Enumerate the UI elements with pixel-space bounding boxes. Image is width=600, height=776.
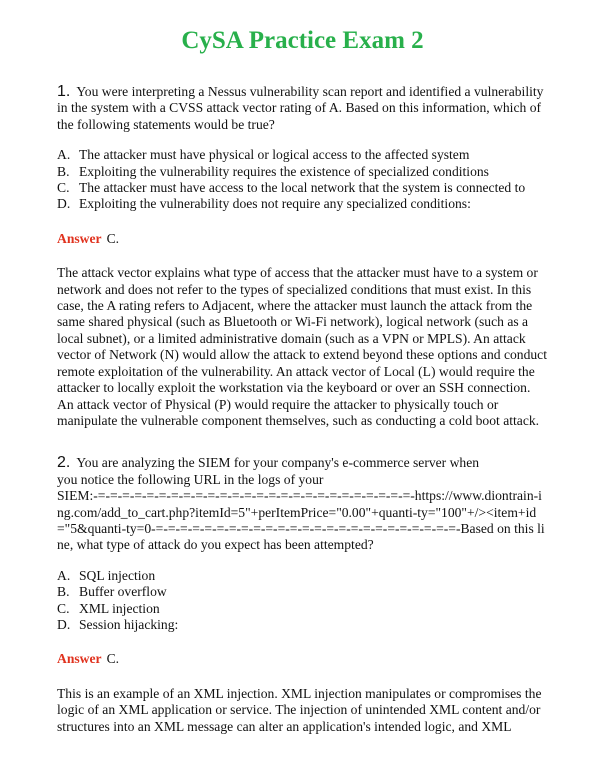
option-letter: A. xyxy=(57,567,71,583)
question-number: 1. xyxy=(57,83,71,100)
option-text: The attacker must have access to the local network that the system is connected to xyxy=(79,180,526,196)
option-text: Exploiting the vulnerability does not require any specialized conditions: xyxy=(79,196,471,212)
option-letter: D. xyxy=(57,196,71,212)
question-number: 2. xyxy=(57,454,71,472)
question-body: You were interpreting a Nessus vulnerability scan report and identified a vulnerability in the system with a CVSS attack vector rating of A. Based on this information, which of the following statements would be true? xyxy=(57,84,544,132)
option-letter: A. xyxy=(57,147,71,163)
option-d xyxy=(57,617,548,633)
option-letter: C. xyxy=(57,600,70,616)
option-a xyxy=(57,568,548,584)
question-1-explanation: The attack vector explains what type of access that the attacker must have to a system or network and does not refer to the types of specialized conditions that must exist. In this case, the A rating refers to Adjacent, where the attacker must launch the attack from the same shared physical (such as Bluetooth or Wi-Fi network), logical network (such as a local subnet), or a limited administrative domain (such as a VPN or MPLS). An attack vector of Network (N) would allow the attack to extend beyond these options and conduct remote exploitation of the vulnerability. An attack vector of Local (L) would require the attacker to locally exploit the workstation via the keyboard or over an SSH connection. An attack vector of Physical (P) would require the attacker to physically touch or manipulate the vulnerable component themselves, such as conducting a cold boot attack. xyxy=(57,265,547,428)
question-1 xyxy=(57,84,548,429)
question-body-line-2: you notice the following URL in the logs of your xyxy=(57,471,324,487)
option-d xyxy=(57,196,548,212)
question-2-text xyxy=(57,455,548,553)
page-title: CySA Practice Exam 2 xyxy=(181,27,424,54)
answer-value: C. xyxy=(106,651,120,667)
option-a xyxy=(57,147,548,163)
question-1-text xyxy=(57,84,548,133)
answer-label: Answer xyxy=(57,230,102,246)
question-body-line-1: You are analyzing the SIEM for your company's e-commerce server when xyxy=(76,455,480,471)
option-c xyxy=(57,601,548,617)
option-letter: D. xyxy=(57,616,71,632)
question-body-log-line: SIEM:-=-=-=-=-=-=-=-=-=-=-=-=-=-=-=-=-=-=-=-=-=-=-=-=-=-=-https://www.diontrain-ing.com/add_to_cart.php?itemId=5"+perItemPrice="0.00"+quanti-ty="100"+/><item+id="5&quanti-ty=0-=-=-=-=-=-=-=-=-=-=-=-=-=-=-=-=-=-=-=-=-=-=-=-=-=-Based on this line, what type of attack do you expect has been attempted? xyxy=(57,488,545,553)
question-1-options xyxy=(57,147,548,213)
question-2-answer xyxy=(57,651,548,667)
question-2-explanation: This is an example of an XML injection. XML injection manipulates or compromises the logic of an XML application or service. The injection of unintended XML content and/or structures into an XML message can alter an application's intended logic, and XML xyxy=(57,685,542,734)
option-text: SQL injection xyxy=(79,567,156,583)
option-letter: B. xyxy=(57,584,70,600)
option-text: Exploiting the vulnerability requires the existence of specialized conditions xyxy=(79,163,489,179)
option-text: Buffer overflow xyxy=(79,584,167,600)
option-c xyxy=(57,180,548,196)
answer-label: Answer xyxy=(57,651,102,667)
option-b xyxy=(57,164,548,180)
question-2-options xyxy=(57,568,548,634)
option-text: XML injection xyxy=(79,600,160,616)
question-2 xyxy=(57,455,548,735)
option-text: The attacker must have physical or logical access to the affected system xyxy=(79,147,470,163)
option-b xyxy=(57,584,548,600)
option-letter: B. xyxy=(57,163,70,179)
answer-value: C. xyxy=(106,230,120,246)
question-1-answer xyxy=(57,231,548,247)
option-text: Session hijacking: xyxy=(79,616,179,632)
option-letter: C. xyxy=(57,180,70,196)
